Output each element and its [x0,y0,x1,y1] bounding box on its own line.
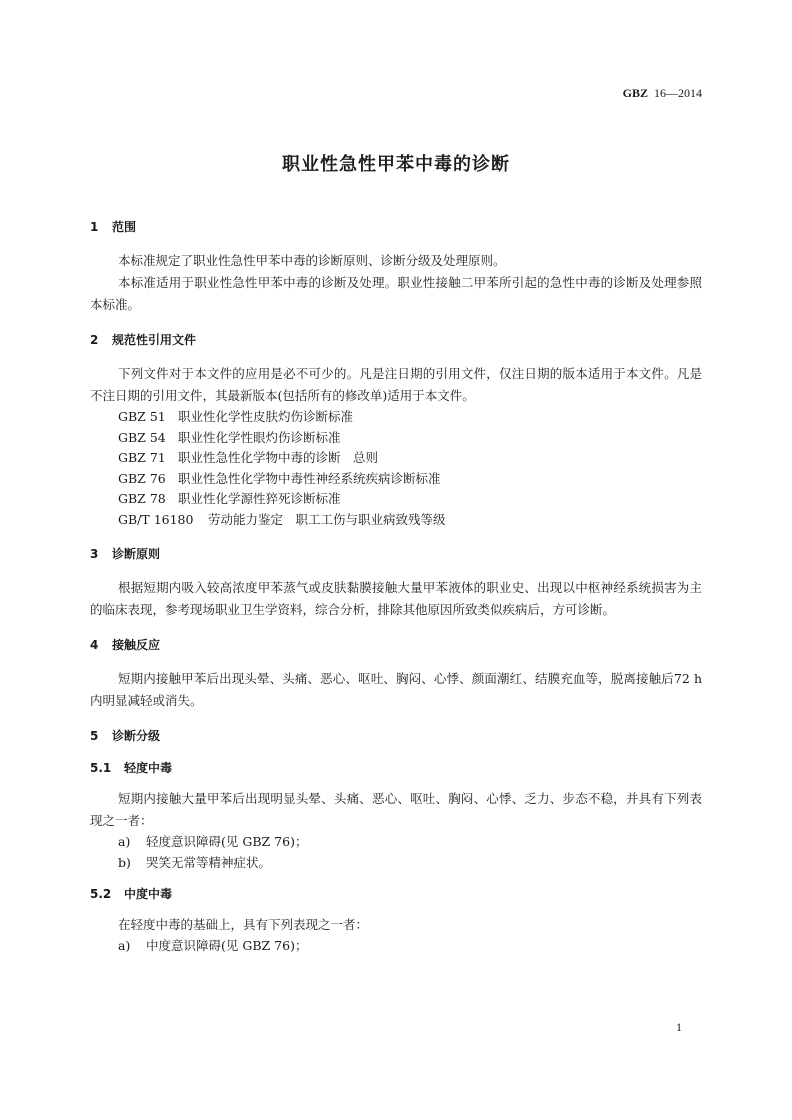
list-item: b) 哭笑无常等精神症状。 [118,854,272,870]
section-1-paragraph-1: 本标准规定了职业性急性甲苯中毒的诊断原则、诊断分级及处理原则。 [118,253,506,268]
section-1-paragraph-2: 本标准适用于职业性急性甲苯中毒的诊断及处理。职业性接触二甲苯所引起的急性中毒的诊断及处理参照本标准。 [90,275,702,312]
page-number: 1 [676,1020,682,1034]
reference-gbz-78: GBZ 78 职业性化学源性猝死诊断标准 [118,491,341,506]
section-4-heading: 4 接触反应 [90,638,161,652]
standard-number: 16—2014 [654,86,702,100]
section-5-2-heading: 5.2 中度中毒 [90,887,173,901]
section-5-1-paragraph-1: 短期内接触大量甲苯后出现明显头晕、头痛、恶心、呕吐、胸闷、心悸、乏力、步态不稳，并具有下列表现之一者： [90,791,702,828]
section-5-2-paragraph-1: 在轻度中毒的基础上，具有下列表现之一者： [118,917,369,932]
list-item: a) 中度意识障碍(见 GBZ 76)； [118,938,308,953]
reference-gbz-71: GBZ 71 职业性急性化学物中毒的诊断 总则 [118,450,379,465]
section-5-heading: 5 诊断分级 [90,729,161,743]
section-4-paragraph-1: 短期内接触甲苯后出现头晕、头痛、恶心、呕吐、胸闷、心悸、颜面潮红、结膜充血等，脱离接触后72 h 内明显减轻或消失。 [90,671,702,708]
section-1-heading: 1 范围 [90,220,137,234]
section-2-heading: 2 规范性引用文件 [90,333,197,347]
section-3-heading: 3 诊断原则 [90,547,161,561]
standard-prefix: GBZ [622,86,648,100]
section-3-paragraph-1: 根据短期内吸入较高浓度甲苯蒸气或皮肤黏膜接触大量甲苯液体的职业史、出现以中枢神经系统损害为主的临床表现，参考现场职业卫生学资料，综合分析，排除其他原因所致类似疾病后，方可诊断。 [90,580,702,617]
document-body [90,218,702,957]
reference-gbz-54: GBZ 54 职业性化学性眼灼伤诊断标准 [118,429,341,445]
document-title: 职业性急性甲苯中毒的诊断 [282,154,510,175]
section-5-1-heading: 5.1 轻度中毒 [90,761,173,775]
reference-gbz-51: GBZ 51 职业性化学性皮肤灼伤诊断标准 [118,409,354,424]
standard-code [623,86,702,101]
reference-gbz-76: GBZ 76 职业性急性化学物中毒性神经系统疾病诊断标准 [118,470,441,486]
list-item: a) 轻度意识障碍(见 GBZ 76)； [118,834,308,849]
section-2-paragraph-1: 下列文件对于本文件的应用是必不可少的。凡是注日期的引用文件，仅注日期的版本适用于本文件。凡是不注日期的引用文件，其最新版本(包括所有的修改单)适用于本文件。 [90,366,702,403]
reference-gbt-16180: GB/T 16180 劳动能力鉴定 职工工伤与职业病致残等级 [118,511,446,527]
